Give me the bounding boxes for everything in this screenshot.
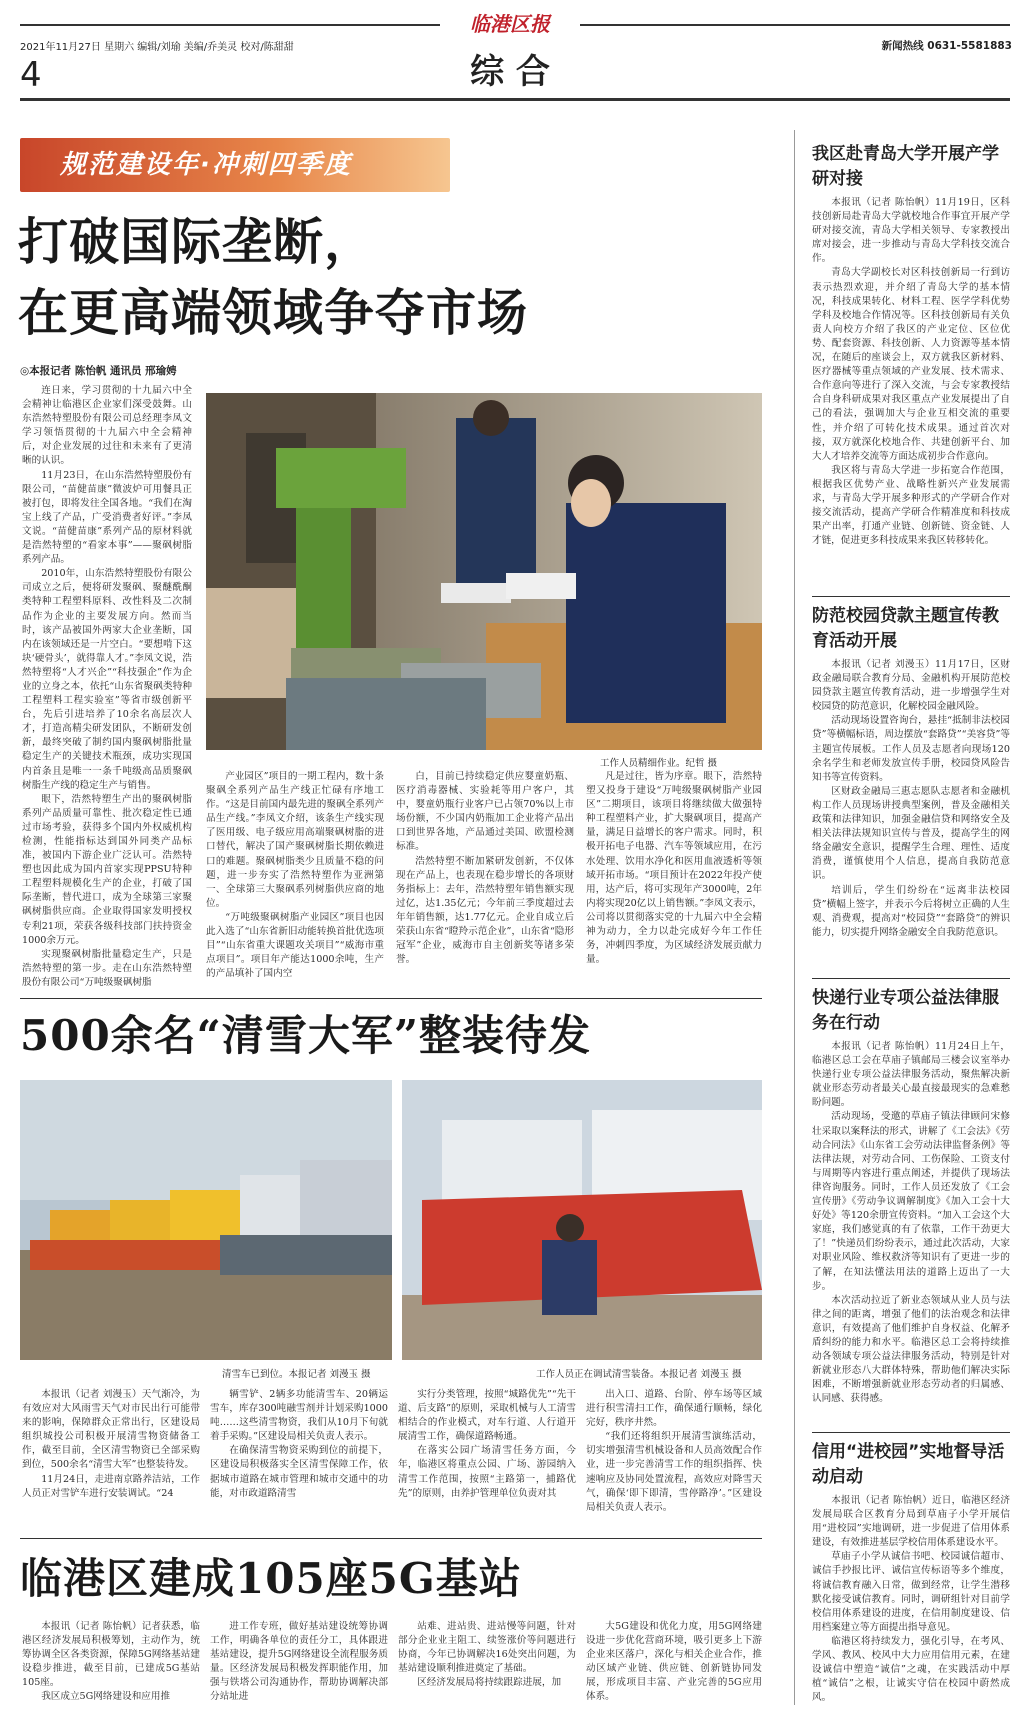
snow-divider [20,1538,762,1539]
snow-column-1 [22,1388,200,1520]
lead-column-4 [586,770,762,990]
paragraph: 连日来，学习贯彻的十九届六中全会精神让临港区企业家们深受鼓舞。山东浩然特塑股份有限公司总经理李凤文学习领悟贯彻的十九届六中全会精神后，对企业发展的过往和未来有了更清晰的认识。 [22,385,192,467]
date-line: 2021年11月27日 星期六 编辑/刘瑜 美编/乔美灵 校对/陈甜甜 [20,42,294,53]
paragraph: 进工作专班，做好基站建设统筹协调工作，明确各单位的责任分工，具体跟进基站建设，提升5G网络建设全流程服务质量。区经济发展局积极发挥职能作用，加强与铁塔公司沟通协作，帮助协调解决部分站址进 [210,1621,388,1703]
hotline: 新闻热线 0631-5581883 [881,40,1012,52]
paragraph: 活动现场设置咨询台，悬挂“抵制非法校园贷”等横幅标语，周边摆放“套路贷”“美容贷”等主题宣传展板。工作人员及志愿者向现场120余名学生和老师发放宣传手册，校园贷风险告知书等宣传资料。 [812,715,1010,783]
snow-column-2 [210,1388,388,1520]
paragraph: 本报讯（记者 陈怡帆）11月24日上午，临港区总工会在草庙子镇邮局三楼会议室举办快递行业专项公益法律服务活动，聚焦解决新就业形态劳动者最关心最直接最现实的急难愁盼问题。 [812,1041,1010,1109]
side-article-4-title: 信用“进校园”实地督导活动启动 [812,1442,1005,1487]
paragraph: 培训后，学生们纷纷在“远离非法校园贷”横幅上签字，并表示今后将树立正确的人生观、消费观，提高对“校园贷”“套路贷”的辨识能力，切实提升网络金融安全自我防范意识。 [812,884,1010,938]
lead-byline: ◎本报记者 陈怡帆 通讯员 邢瑜娉 [20,365,177,377]
snow-caption-left: 清雪车已到位。本报记者 刘漫玉 摄 [222,1369,371,1380]
paragraph: 站难、进站贵、进站慢等问题，针对部分企业业主阻工、续签涨价等问题进行协商，今年已协调解决16处突出问题，为基站建设顺利推进奠定了基础。 [398,1621,576,1675]
lead-divider [20,998,762,999]
paragraph: 实行分类管理，按照“城路优先”“先干道、后支路”的原则，采取机械与人工清雪相结合的作业模式，对车行道、人行道开展清雪工作，确保道路畅通。 [398,1389,576,1443]
side-divider-3 [812,1432,1010,1433]
side-article-3-title: 快递行业专项公益法律服务在行动 [812,988,999,1033]
page-number: 4 [20,55,42,95]
paragraph: 大5G建设和优化力度，用5G网络建设进一步优化营商环境，吸引更多上下游企业来区落户，深化与相关企业合作，推动区域产业链、供应链、创新链协同发展，形成项目丰富、产业完善的5G应用体系。 [586,1621,762,1703]
masthead-title: 临港区报 [440,10,580,38]
paragraph: 产业园区”项目的一期工程内，数十条聚砜全系列产品生产线正忙碌有序地工作。“这是目前国内最先进的聚砜全系列产品生产线。”李凤文介绍，该条生产线实现了医用级、电子级应用高端聚砜树脂的进口替代，解决了国产聚砜树脂长期依赖进口的难题。聚砜树脂类少且质量不稳的问题，进一步夯实了浩然特塑作为亚洲第一、全球第三大聚砜系列树脂供应商的地位。 [206,771,384,909]
sidebar-vertical-rule [794,130,795,1705]
fiveg-headline: 临港区建成105座5G基站 [20,1554,522,1603]
paragraph: 在落实公园广场清雪任务方面，今年，临港区将重点公园、广场、游园纳入清雪工作范围，按照“主路第一，捕路优先”的原则，由养护管理单位负责对其 [398,1445,576,1499]
paragraph: 本报讯（记者 陈怡帆）11月19日，区科技创新局赴青岛大学就校地合作事宜开展产学研对接交流，青岛大学相关领导、专家教授出席对接会，进一步推动与青岛大学科技交流合作。 [812,197,1010,265]
fiveg-column-4 [586,1620,762,1708]
lead-column-2 [206,770,384,990]
lead-photo-caption: 工作人员精细作业。纪哲 摄 [600,758,718,769]
paragraph: 本报讯（记者 陈怡帆）记者获悉，临港区经济发展局积极筹划，主动作为，统筹协调全区各类资源，保障5G网络基站建设稳步推进，截至目前，已建成5G基站105座。 [22,1621,200,1689]
side-article-4-body [812,1494,1010,1708]
lead-column-3 [396,770,574,990]
side-divider-1 [812,596,1010,597]
snow-column-3 [398,1388,576,1520]
paragraph: 草庙子小学从诚信书吧、校园诚信超市、诚信手抄报比评、诚信宣传标语等多个维度，将诚信教育融入日常，做到经常，让学生潜移默化接受诚信教育。同时，调研组针对目前学校信用体系建设的进度，在信用制度建设、信用档案建立等方面提出指导意见。 [812,1551,1010,1633]
fiveg-column-3 [398,1620,576,1708]
paragraph: 我区将与青岛大学进一步拓宽合作范围，根据我区优势产业、战略性新兴产业发展需求，与青岛大学开展多种形式的产学研合作对接交流活动，提高产学研合作精准度和科技成果产出率，打通产业链、创新链、资金链、人才链，促进更多科技成果来我区转移转化。 [812,464,1010,547]
side-article-1-title: 我区赴青岛大学开展产学研对接 [812,144,999,189]
fiveg-column-2 [210,1620,388,1708]
paragraph: 我区成立5G网络建设和应用推 [41,1691,171,1703]
paragraph: 11月23日，在山东浩然特塑股份有限公司，“苗健苗康”微波炉可用餐具正被打包，即将发往全国各地。“我们在淘宝上线了产品，广受消费者好评。”李凤文说。“苗健苗康”系列产品的原材料就是浩然特塑的“看家本事”——聚砜树脂系列产品。 [22,469,192,566]
paragraph: 本报讯（记者 刘漫玉）天气渐冷，为有效应对大风雨雪天气对市民出行可能带来的影响，保障群众正常出行，区建设局组织城投公司积极开展清雪物资储备工作，截至目前，全区清雪物资已全部采购到位，500余名“清雪大军”也整装待发。 [22,1389,200,1471]
paragraph: 11月24日，走进南京路养洁站，工作人员正对雪铲车进行安装调试。“24 [22,1473,200,1499]
paragraph: 区财政金融局三惠志愿队志愿者和金融机构工作人员现场讲授典型案例，普及金融相关政策和法律知识，加强金融信贷和网络安全及相关法律法规知识宣传与普及，提高学生的网络金融安全意识，提醒学生合理、理性、适度消费，谨慎使用个人信息，提高自我防范意识。 [812,785,1010,882]
paragraph: 凡是过往，皆为序章。眼下，浩然特塑又投身于建设“万吨级聚砜树脂产业园区”二期项目，该项目将继续做大做强特种工程塑料产业，扩大聚砜项目，提高产量，满足日益增长的客户需求。同时，积极开拓电子电器、汽车等领域应用，在污水处理、饮用水净化和医用血液透析等领域开拓市场。“项目预计在2022年投产使用，达产后，将可实现年产3000吨，2年内将实现20亿以上销售额。”李凤文表示，公司将以贯彻落实党的十九届六中全会精神为动力，全力以赴完成好今年工作任务，冲刺四季度，为区域经济发展贡献力量。 [586,771,762,966]
paragraph: 本报讯（记者 刘漫玉）11月17日，区财政金融局联合教育分局、金融机构开展防范校园贷款主题宣传教育活动，进一步增强学生对校园贷的防范意识，化解校园金融风险。 [812,659,1010,713]
paragraph: 浩然特塑不断加紧研发创新，不仅体现在产品上，也表现在稳步增长的各项财务指标上：去年，浩然特塑年销售额实现过亿，达1.35亿元；今年前三季度超过去年年销售额，达1.77亿元。企业自成立后荣获山东省“瞪羚示范企业”，山东省“隐形冠军”企业，威海市自主创新奖等诸多荣誉。 [396,855,574,966]
paragraph: 活动现场，受邀的草庙子镇法律顾问宋修壮采取以案释法的形式，讲解了《工会法》《劳动合同法》《山东省工会劳动法律监督条例》等法律法规，对劳动合同、工伤保险、工资支付与周期等内容进行重点阐述，并提供了现场法律咨询服务。同时，工作人员还发放了《工会宣传册》《劳动争议调解制度》《加入工会十大好处》等120余册宣传资料。“加入工会这个大家庭，我们感觉真的有了依靠，工作干劲更大了！”快递员们纷纷表示，通过此次活动，大家对职业风险、维权救济等知识有了更进一步的了解，在知法懂法用法的道路上迈出了一大步。 [812,1111,1010,1292]
side-article-1-body [812,196,1010,588]
paragraph: 眼下，浩然特塑生产出的聚砜树脂系列产品质量可靠性、批次稳定性已通过市场考验，获得多个国内外权威机构检测，性能指标达到国外同类产品标准，被国内下游企业广泛认可。浩然特塑也因此成为国内首家实现PPSU特种工程塑料规模化生产的企业，打破了国际垄断，替代进口，成为全球第三家聚砜树脂供应商。企业取得国家发明授权专利21项，荣获各级科技部门扶持资金1000余万元。 [22,793,192,946]
paragraph: 出入口、道路、台阶、停车场等区域进行积雪清扫工作，确保通行顺畅，绿化完好，秩序井然。 [586,1389,762,1429]
side-article-2-title: 防范校园贷款主题宣传教育活动开展 [812,606,999,651]
paragraph: 实现聚砜树脂批量稳定生产，只是浩然特塑的第一步。走在山东浩然特塑股份有限公司“万吨级聚砜树脂 [22,948,192,988]
side-article-2-body [812,658,1010,976]
lead-column-1 [22,384,192,990]
lead-headline-line2: 在更高端领域争夺市场 [18,283,528,342]
paragraph: 在确保清雪物资采购到位的前提下，区建设局积极落实全区清雪保障工作，依据城市道路在城市管理和城市交通中的功能，对市政道路清雪 [210,1445,388,1499]
snow-photo-left [20,1080,392,1360]
paragraph: 青岛大学副校长对区科技创新局一行到访表示热烈欢迎，并介绍了青岛大学的基本情况，科技成果转化、材料工程、医学学科优势学科及校地合作情况等。区科技创新局有关负责人向校方介绍了我区的产业定位、区位优势、配套资源、科技创新、人力资源等基本情况，在随后的座谈会上，双方就我区新材料、医疗器械等重点领域的产业发展、技术需求、合作意向等进行了深入交流，与会专家教授结合自身科研成果对我区重点产业发展提出了自己的看法，强调加大与企业互相交流的重要性，并介绍了可转化技术成果。通过首次对接，双方就深化校地合作、共建创新平台、加大人才培养交流等方面达成初步合作意向。 [812,267,1010,462]
paragraph: 本报讯（记者 陈怡帆）近日，临港区经济发展局联合区教育分局到草庙子小学开展信用“进校园”实地调研，进一步促进了信用体系建设，有效推进基层学校信用体系建设水平。 [812,1495,1010,1549]
masthead-bottom-rule [20,98,1010,101]
paragraph: 辆雪铲、2辆多功能清雪车、20辆运雪车，库存300吨融雪剂并计划采购1000吨……这些清雪物资，我们从10月下旬就着手采购。”区建设局相关负责人表示。 [210,1389,388,1443]
lead-photo [206,393,762,750]
section-banner [20,138,450,192]
snow-caption-right: 工作人员正在调试清雪装备。本报记者 刘漫玉 摄 [536,1369,742,1380]
side-divider-2 [812,978,1010,979]
snow-photo-right [402,1080,762,1360]
paragraph: “万吨级聚砜树脂产业园区”项目也因此入选了“山东省新旧动能转换首批优选项目”“山东省重大课题攻关项目”“威海市重点项目”。项目年产能达1000余吨，生产的产品填补了国内空 [206,911,384,980]
snow-headline: 500余名“清雪大军”整装待发 [20,1011,591,1060]
lead-headline-line1: 打破国际垄断， [18,212,375,271]
fiveg-column-1 [22,1620,200,1708]
snow-column-4 [586,1388,762,1520]
paragraph: 白，目前已持续稳定供应婴童奶瓶、医疗消毒器械、实验耗等用户客户，其中，婴童奶瓶行业客户已占领70%以上市场份额，不少国内奶瓶加工企业将产品出口到世界各地，产品通过美国、欧盟检测标准。 [396,771,574,853]
paragraph: 2010年，山东浩然特塑股份有限公司成立之后，便将研发聚砜、聚醚酰酮类特种工程塑料原料、改性料及二次制品作为企业的主要发展方向。然而当时，该产品被国外两家大企业垄断，国内在该领域还是一片空白。“要想啃下这块‘硬骨头’，就得靠人才。”李凤文说，浩然特塑将“人才兴企”“科技强企”作为企业的立身之本，依托“山东省聚砜类特种工程塑料工程实验室”等省市级创新平台，先后引进培养了10余名高层次人才，打造高精尖研发团队，不断研发创新，最终突破了制约国内聚砜树脂批量稳定生产的关键技术瓶颈，成功实现国内首条且是唯一一条千吨级高品质聚砜树脂生产线的稳定生产与销售。 [22,568,192,791]
paragraph: 本次活动拉近了新业态领域从业人员与法律之间的距离，增强了他们的法治观念和法律意识，有效提高了他们维护自身权益、化解矛盾纠纷的能力和水平。临港区总工会将持续推动各领域专项公益法律服务活动，特别是针对新就业形态八大群体特殊，帮助他们解决实际困难，不断增强新就业形态劳动者的归属感、认同感、获得感。 [812,1294,1010,1405]
paragraph: 区经济发展局将持续跟踪进展，加 [417,1677,562,1689]
paragraph: “我们还将组织开展清雪演练活动，切实增强清雪机械设备和人员高效配合作业，进一步完善清雪工作的组织指挥、快速响应及协同处置流程，高效应对降雪天气，确保‘即下即清，雪停路净’。”区建设局相关负责人表示。 [586,1431,762,1513]
section-title: 综 合 [470,52,550,92]
banner-text: 规范建设年·冲刺四季度 [60,150,352,180]
paragraph: 临港区将持续发力，强化引导，在考风、学风、教风、校风中大力应用信用元素，在建设诚信中塑造“诚信”之魂，在实践活动中厚植“诚信”之根，让诚实守信在校园中蔚然成风。 [812,1635,1010,1704]
side-article-3-body [812,1040,1010,1430]
